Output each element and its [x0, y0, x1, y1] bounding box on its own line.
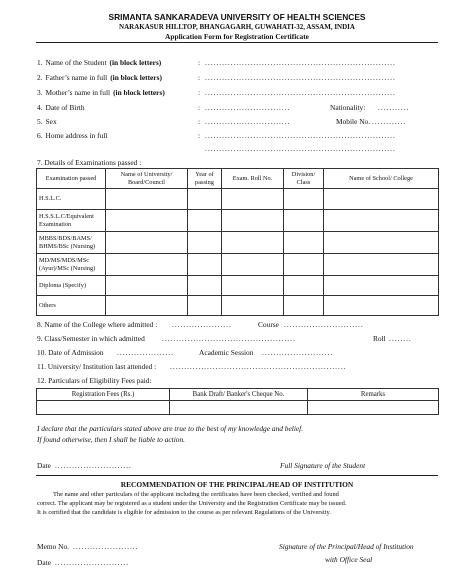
table-cell[interactable]	[106, 210, 188, 232]
college-label: 8. Name of the College where admitted :	[37, 320, 158, 329]
field-label	[37, 103, 88, 112]
last-institution-label: 11. University/ Institution last attended :	[37, 362, 157, 371]
exam-name: MBBS/BDS/BAMS/ BHMS/BSc (Nursing)	[37, 232, 106, 254]
col-bank-draft: Bank Draft/ Banker's Cheque No.	[170, 389, 308, 401]
roll-dots[interactable]: ........	[389, 334, 412, 343]
table-row	[37, 232, 439, 254]
table-row	[37, 210, 439, 232]
table-cell[interactable]	[106, 189, 188, 210]
course-label: Course	[258, 320, 279, 329]
recommendation-line-2: correct. The applicant may be registered as a student under the University and the Registration Certificate may be issued.	[37, 500, 347, 507]
course-dots[interactable]: ............................	[284, 320, 364, 329]
field-colon: :	[198, 58, 201, 67]
field-label	[37, 117, 60, 126]
memo-date-label: Date	[37, 558, 51, 567]
table-cell[interactable]	[188, 189, 222, 210]
recommendation-line-1: The name and other particulars of the applicant including the certificates have been checked, verified and found	[53, 491, 339, 498]
table-row	[37, 401, 439, 415]
student-date-label: Date	[37, 461, 51, 470]
student-signature-label: Full Signature of the Student	[280, 461, 366, 470]
field-label	[37, 88, 165, 97]
col-division: Division/ Class	[284, 169, 324, 189]
header-divider	[36, 42, 438, 43]
exam-details-label: 7. Details of Examinations passed :	[37, 158, 142, 167]
class-dots[interactable]: ...............................................	[162, 334, 296, 343]
field-number: 5.	[37, 117, 43, 126]
field-colon: :	[198, 117, 201, 126]
exam-name: Diploma (Specify)	[37, 276, 106, 296]
declaration-line-2: If found otherwise, then I shall be liable to action.	[37, 435, 186, 444]
table-cell[interactable]	[324, 232, 439, 254]
table-cell[interactable]	[188, 254, 222, 276]
field-colon: :	[198, 103, 201, 112]
col-roll: Exam. Roll No.	[222, 169, 284, 189]
col-university: Name of University/ Board/Council	[106, 169, 188, 189]
field-input[interactable]: ...................................................................	[205, 131, 396, 140]
field-label-bold: (in block letters)	[109, 58, 162, 67]
recommendation-title: RECOMMENDATION OF THE PRINCIPAL/HEAD OF INSTITUTION	[120, 480, 354, 489]
field-number: 6.	[37, 131, 43, 140]
college-dots[interactable]: .....................	[172, 320, 232, 329]
field-colon: :	[198, 73, 201, 82]
table-cell[interactable]	[106, 232, 188, 254]
field-number: 4.	[37, 103, 43, 112]
table-cell[interactable]	[222, 232, 284, 254]
field-label	[37, 131, 110, 140]
university-address: NARAKASUR HILLTOP, BHANGAGARH, GUWAHATI-32, ASSAM, INDIA	[119, 23, 355, 31]
table-cell[interactable]	[284, 210, 324, 232]
col-year: Year of passing	[188, 169, 222, 189]
section-divider	[36, 475, 438, 476]
field-input[interactable]: ...................................................................	[205, 88, 396, 97]
field-label-bold: (in block letters)	[113, 88, 165, 97]
field-input[interactable]: ..............................	[205, 117, 291, 126]
table-row	[37, 189, 439, 210]
field-label-text: Father’s name in full	[45, 73, 108, 82]
memo-dots[interactable]: .......................	[73, 542, 139, 551]
table-cell[interactable]	[222, 276, 284, 296]
admission-date-dots[interactable]: ....................	[117, 348, 174, 357]
field-colon: :	[198, 131, 201, 140]
table-cell[interactable]	[106, 296, 188, 316]
field-input[interactable]: ...........	[378, 103, 410, 112]
fees-table	[36, 388, 439, 415]
table-cell[interactable]	[324, 254, 439, 276]
roll-label: Roll	[373, 334, 386, 343]
col-reg-fees: Registration Fees (Rs.)	[37, 389, 170, 401]
memo-label: Memo No.	[37, 542, 70, 551]
table-cell[interactable]	[222, 189, 284, 210]
field-label-text: Mother’s name in full	[45, 88, 111, 97]
table-cell[interactable]	[284, 189, 324, 210]
table-cell[interactable]	[222, 254, 284, 276]
table-cell[interactable]	[324, 276, 439, 296]
table-cell[interactable]	[308, 401, 439, 415]
field-label-text: Sex	[45, 117, 57, 126]
table-cell[interactable]	[188, 276, 222, 296]
class-label: 9. Class/Semester in which admitted	[37, 334, 145, 343]
field-label-text: Date of Birth	[45, 103, 85, 112]
field-input[interactable]: ...................................................................	[205, 58, 396, 67]
university-name: SRIMANTA SANKARADEVA UNIVERSITY OF HEALTH SCIENCES	[108, 12, 366, 22]
field-input[interactable]: ............	[372, 117, 407, 126]
table-cell[interactable]	[188, 296, 222, 316]
exam-name: Others	[37, 296, 106, 316]
field-number: 2.	[37, 73, 43, 82]
last-institution-dots[interactable]: ..............................................................	[170, 362, 347, 371]
table-cell[interactable]	[324, 296, 439, 316]
table-row	[37, 296, 439, 316]
exam-name: H.S.S.L.C/Equivalent Examination	[37, 210, 106, 232]
exam-name: H.S.L.C.	[37, 189, 106, 210]
table-cell[interactable]	[188, 210, 222, 232]
field-number: 1.	[37, 58, 43, 67]
exam-name: MD/MS/MDS/MSc (Ayur)/MSc (Nursing)	[37, 254, 106, 276]
table-cell[interactable]	[284, 276, 324, 296]
table-cell[interactable]	[222, 296, 284, 316]
col-school: Name of School/ College	[324, 169, 439, 189]
field-label-bold: (in block letters)	[110, 73, 162, 82]
table-cell[interactable]	[222, 210, 284, 232]
table-cell[interactable]	[106, 276, 188, 296]
table-cell[interactable]	[284, 296, 324, 316]
exam-table	[36, 168, 439, 316]
table-row	[37, 254, 439, 276]
principal-signature-label: Signature of the Principal/Head of Institution	[279, 542, 414, 551]
col-remarks: Remarks	[308, 389, 439, 401]
table-cell[interactable]	[324, 189, 439, 210]
field-label-text: Home address in full	[45, 131, 108, 140]
table-cell[interactable]	[324, 210, 439, 232]
nationality-label: Nationality:	[330, 103, 366, 112]
address-line-2[interactable]: ...................................................................	[205, 144, 396, 153]
col-exam-passed: Examination passed	[37, 169, 106, 189]
admission-date-label: 10. Date of Admission	[37, 348, 104, 357]
session-dots[interactable]: .........................	[262, 348, 334, 357]
student-date-dots[interactable]: ...........................	[55, 461, 132, 470]
table-cell[interactable]	[284, 232, 324, 254]
field-label-text: Name of the Student	[45, 58, 107, 67]
table-cell[interactable]	[37, 401, 170, 415]
table-cell[interactable]	[170, 401, 308, 415]
fees-header	[37, 389, 439, 401]
field-label	[37, 58, 161, 67]
field-input[interactable]: ...................................................................	[205, 73, 396, 82]
field-colon: :	[198, 88, 201, 97]
table-row	[37, 276, 439, 296]
memo-date-dots[interactable]: ..........................	[55, 558, 130, 567]
recommendation-line-3: It is certified that the candidate is eligible for admission to the course as per relevant Regulations of the University.	[37, 509, 331, 516]
mobile-label: Mobile No.	[336, 117, 371, 126]
office-seal-label: with Office Seal	[325, 555, 373, 564]
table-cell[interactable]	[284, 254, 324, 276]
table-cell[interactable]	[106, 254, 188, 276]
table-cell[interactable]	[188, 232, 222, 254]
session-label: Academic Session	[199, 348, 254, 357]
declaration-line-1: I declare that the particulars stated above are true to the best of my knowledge and belief.	[37, 424, 304, 433]
field-label	[37, 73, 162, 82]
field-number: 3.	[37, 88, 43, 97]
fees-label: 12. Particulars of Eligibility Fees paid:	[37, 376, 152, 385]
field-input[interactable]: ..............................	[205, 103, 291, 112]
exam-table-header	[37, 169, 439, 189]
form-title: Application Form for Registration Certificate	[165, 32, 309, 41]
